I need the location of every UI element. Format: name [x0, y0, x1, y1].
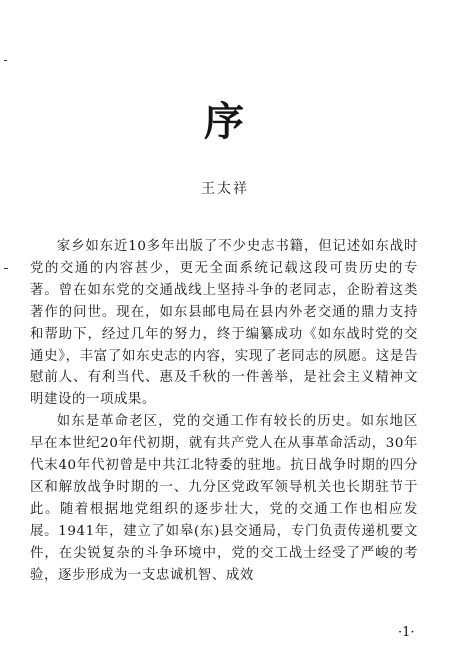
body-text: [30, 236, 418, 587]
author-name: 王太祥: [201, 181, 249, 197]
paragraph: 如东是革命老区，党的交通工作有较长的历史。如东地区早在本世纪20年代初期，就有共产党人在从事革命活动，30年代末40年代初曾是中共江北特委的驻地。抗日战争时期的四分区和解放战争时期的一、九分区党政军领导机关也长期驻节于此。随着根据地党组织的逐步壮大，党的交通工作也相应发展。1941年，建立了如皋(东)县交通局，专门负责传递机要文件，在尖锐复杂的斗争环境中，党的交工战士经受了严峻的考验，逐步形成为一支忠诚机智、成效: [30, 414, 418, 583]
page-number: ·1·: [398, 625, 415, 640]
scan-mark: [4, 60, 7, 61]
page-title: 序: [204, 98, 246, 145]
paragraph: 家乡如东近10多年出版了不少史志书籍，但记述如东战时党的交通的内容甚少，更无全面系统记载这段可贵历史的专著。曾在如东党的交通战线上坚持斗争的老同志，企盼着这类著作的问世。现在，如东县邮电局在县内外老交通的鼎力支持和帮助下，经过几年的努力，终于编纂成功《如东战时党的交通史》，丰富了如东史志的内容，实现了老同志的夙愿。这是告慰前人、有利当代、惠及千秋的一件善举，是社会主义精神文明建设的一项成果。: [30, 239, 418, 408]
scan-mark: [4, 268, 8, 269]
